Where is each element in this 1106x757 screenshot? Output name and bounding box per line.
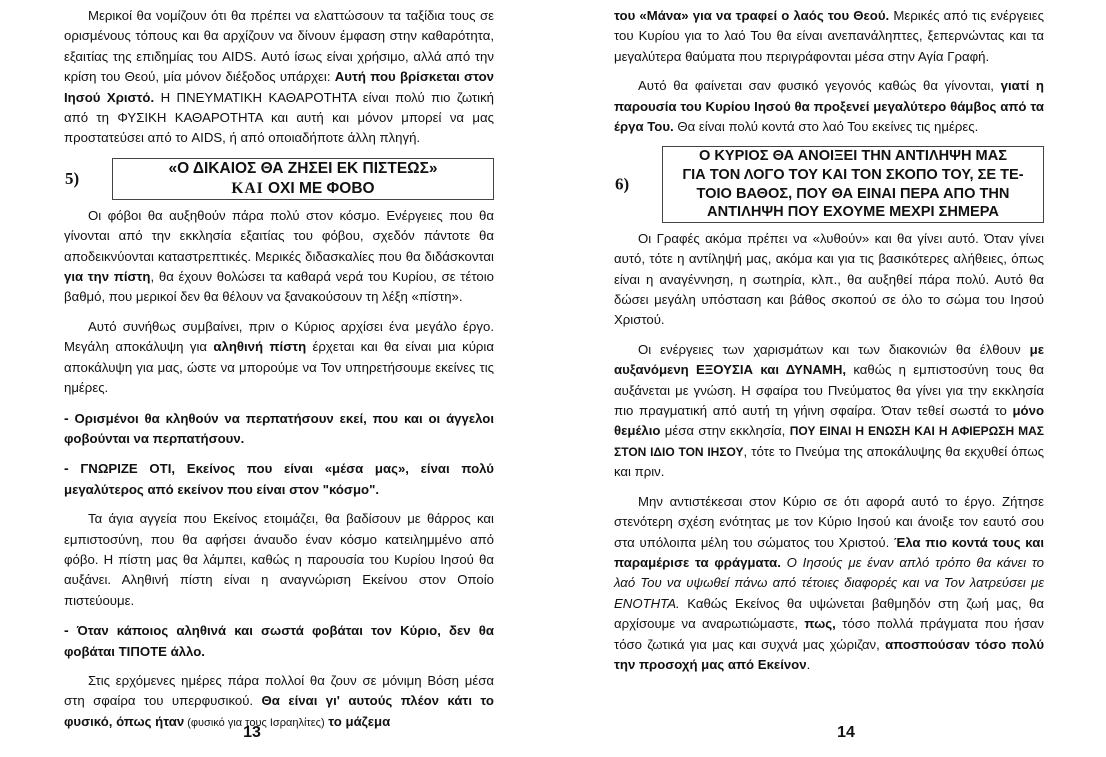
bold-phrase: αποσπούσαν τόσο πολύ την προσοχή μας από Εκείνον — [614, 636, 1044, 672]
right-page — [614, 6, 1044, 684]
page-number-left: 13 — [243, 724, 261, 741]
text-run: Αυτό θα φαίνεται σαν φυσικό γεγονός καθώς θα γίνονται, — [638, 78, 1001, 94]
text-run: καθώς η εμπιστοσύνη τους θα αυξάνεται με γνώση. Η σφαίρα του Πνεύματος θα γίνει για την εκκλησία πιο πραγματική από αυτή τη γήινη σφαίρα. Όταν τεθεί σωστά το — [614, 362, 1044, 419]
text-run: Μερικές από τις ενέργειες του Κυρίου για το λαό Του θα είναι ανεπανάληπτες, ξεπερνώντας και τα μεγαλύτερα θαύματα που περιγράφονται μέσα στην Αγία Γραφή. — [614, 8, 1044, 64]
heading-line: ΑΝΤΙΛΗΨΗ ΠΟΥ ΕΧΟΥΜΕ ΜΕΧΡΙ ΣΗΜΕΡΑ — [707, 204, 999, 221]
heading-line: ΓΙΑ ΤΟΝ ΛΟΓΟ ΤΟΥ ΚΑΙ ΤΟΝ ΣΚΟΠΟ ΤΟΥ, ΣΕ ΤΕ- — [682, 167, 1024, 184]
bold-phrase: με αυξανόμενη ΕΞΟΥΣΙΑ και ΔΥΝΑΜΗ, — [614, 341, 1044, 378]
text-run: Αυτό συνήθως συμβαίνει, πριν ο Κύριος αρχίσει ένα μεγάλο έργο. Μεγάλη αποκάλυψη για — [64, 318, 494, 355]
left-paragraph-3 — [64, 317, 494, 399]
text-run: , θα έχουν θολώσει τα καθαρά νερά του Κυρίου, σε τέτοιο βαθμό, που μερικοί δεν θα θέλουν να ξανακούσουν τη λέξη «πίστη». — [64, 269, 495, 305]
text-run: μέσα στην εκκλησία, — [660, 423, 790, 439]
italic-phrase: Ο Ιησούς με έναν απλό τρόπο θα κάνει το λαό Του να υψωθεί πάνω από τέτοιες διαφορές και να Τον λατρεύσει με ΕΝΟΤΗΤΑ. — [614, 554, 1044, 611]
dash-marker: - — [64, 460, 69, 477]
bold-phrase: Θα είναι γι' αυτούς πλέον κάτι το φυσικό, όπως ήταν — [64, 693, 494, 729]
text-run: τόσο πολλά πράγματα που ήσαν τόσο ζωτικά για μας και συχνά μας χώριζαν, — [614, 616, 1044, 652]
heading-line: ΤΟΙΟ ΒΑΘΟΣ, ΠΟΥ ΘΑ ΕΙΝΑΙ ΠΕΡΑ ΑΠΟ ΤΗΝ — [696, 185, 1010, 202]
heading-text: ΟΧΙ ΜΕ ΦΟΒΟ — [263, 179, 375, 197]
bold-phrase: αληθινή πίστη — [213, 339, 307, 355]
text-run: Στις ερχόμενες ημέρες πάρα πολλοί θα ζουν σε μόνιμη Βόση μέσα στη σφαίρα του υπερφυσικού. — [64, 672, 494, 709]
bullet-3 — [64, 620, 494, 662]
dash-marker: - — [64, 409, 69, 426]
text-run: έρχεται και θα είναι μια κύρια αποκάλυψη για μας, ώστε να μπορούμε να Τον υπηρετήσουμε εκείνες τις ημέρες. — [64, 339, 494, 396]
bold-phrase: γιατί η παρουσία του Κυρίου Ιησού θα προξενεί μεγαλύτερο θάμβος από τα έργα Του. — [614, 78, 1044, 135]
text-run: Θα είναι πολύ κοντά στο λαό Του εκείνες τις ημέρες. — [673, 119, 979, 135]
bullet-2 — [64, 458, 494, 500]
text-run: . — [806, 656, 811, 672]
text-run: Καθώς Εκείνος θα υψώνεται βαθμηδόν στη ζωή μας, θα αρχίσουμε να αναρωτιώμαστε, — [614, 595, 1044, 632]
text-run: Η ΠΝΕΥΜΑΤΙΚΗ ΚΑΘΑΡΟΤΗΤΑ είναι πολύ πιο ζωτική από τη ΦΥΣΙΚΗ ΚΑΘΑΡΟΤΗΤΑ και αυτή και μόνον μπορεί να μας προστατεύσει από το AIDS, ή από οποιαδήποτε άλλη πληγή. — [64, 89, 494, 146]
left-paragraph-2 — [64, 206, 494, 308]
bold-phrase: του «Μάνα» για να τραφεί ο λαός του Θεού. — [614, 8, 890, 23]
heading-line: «Ο ΔΙΚΑΙΟΣ ΘΑ ΖΗΣΕΙ ΕΚ ΠΙΣΤΕΩΣ» — [168, 159, 438, 177]
section-number: 6) — [615, 174, 630, 194]
section-5-heading — [65, 158, 494, 200]
section-6-heading — [615, 146, 1044, 222]
right-paragraph-1 — [614, 76, 1044, 137]
text-run: Μην αντιστέκεσαι στον Κύριο σε ότι αφορά αυτό το έργο. Ζήτησε στενότερη σχέση ενότητας με τον Κύριο Ιησού και άνοιξε τον εαυτό σου στα υπόλοιπα μέλη του σώματος του Χριστού. — [614, 493, 1044, 550]
left-page — [64, 6, 494, 742]
bullet-text: Όταν κάποιος αληθινά και σωστά φοβάται τον Κύριο, δεν θα φοβάται ΤΙΠΟΤΕ άλλο. — [64, 623, 494, 659]
small-note: (φυσικό για τους Ισραηλίτες) — [184, 716, 325, 729]
text-run: Οι φόβοι θα αυξηθούν πάρα πολύ στον κόσμο. Ενέργειες που θα γίνονται από την εκκλησία εξαιτίας του φόβου, σχεδόν πάντοτε θα αποδεικνύονται καταστρεπτικές. Μερικές διδασκαλίες που θα διδάσκονται — [64, 207, 494, 264]
bold-phrase: για την πίστη — [64, 269, 151, 285]
heading-line: Ο ΚΥΡΙΟΣ ΘΑ ΑΝΟΙΞΕΙ ΤΗΝ ΑΝΤΙΛΗΨΗ ΜΑΣ — [698, 148, 1008, 165]
section-number: 5) — [65, 168, 80, 188]
right-paragraph-0 — [614, 6, 1044, 67]
bold-phrase: το μάζεμα — [324, 713, 391, 729]
bullet-1 — [64, 408, 494, 450]
bullet-text: Ορισμένοι θα κληθούν να περπατήσουν εκεί, που και οι άγγελοι φοβούνται να περπατήσουν. — [64, 410, 494, 446]
right-paragraph-2: Οι Γραφές ακόμα πρέπει να «λυθούν» και θα γίνει αυτό. Όταν γίνει αυτό, τότε η αντίληψή μας, ακόμα και για τις βασικότερες αλήθειες, όπως είναι η αναγέννηση, η σωτηρία, κλπ., θα αυξηθεί πάρα πολύ. Αυτό θα δώσει μεγάλη υπόσταση και βάθος σκοπού σε όλο το σώμα του Ιησού Χριστού. — [614, 230, 1044, 328]
text-run: , τότε το Πνεύμα της αποκάλυψης θα εκχυθεί όπως και πριν. — [614, 443, 1044, 480]
bold-phrase: πως, — [804, 616, 836, 632]
text-run: Μερικοί θα νομίζουν ότι θα πρέπει να ελαττώσουν τα ταξίδια τους σε ορισμένους τόπους και θα αρχίζουν να δίνουν έμφαση στην καθαρότητα, εξαιτίας της επιδημίας του AIDS. Αυτό ίσως είναι χρήσιμο, αλλά από την κρίση του Θεού, μία μόνον διέξοδος υπάρχει: — [64, 8, 494, 85]
bold-phrase: Έλα πιο κοντά τους και παραμέρισε τα φράγματα. — [614, 534, 1044, 570]
right-paragraph-3 — [614, 340, 1044, 483]
left-paragraph-1 — [64, 6, 494, 149]
bold-phrase: μόνο θεμέλιο — [614, 403, 1044, 439]
dash-marker: - — [64, 622, 69, 639]
heading-line — [115, 179, 491, 199]
heading-kai: ΚΑΙ — [231, 179, 264, 197]
bullet-text: ΓΝΩΡΙΖΕ ΟΤΙ, Εκείνος που είναι «μέσα μας», είναι πολύ μεγαλύτερος από εκείνον που είναι στον "κόσμο". — [64, 461, 494, 497]
text-run: Οι ενέργειες των χαρισμάτων και των διακονιών θα έλθουν — [638, 341, 1030, 357]
right-paragraph-4 — [614, 492, 1044, 676]
bold-caps-phrase: ΠΟΥ ΕΙΝΑΙ Η ΕΝΩΣΗ ΚΑΙ Η ΑΦΙΕΡΩΣΗ ΜΑΣ ΣΤΟΝ ΙΔΙΟ ΤΟΝ ΙΗΣΟΥ — [614, 424, 1044, 459]
bold-phrase: Αυτή που βρίσκεται στον Ιησού Χριστό. — [64, 69, 494, 105]
left-paragraph-4: Τα άγια αγγεία που Εκείνος ετοιμάζει, θα βαδίσουν με θάρρος και εμπιστοσύνη, που θα αφήσει άναυδο έναν κόσμο κατειλημμένο από φόβο. Η πίστη μας θα λάμπει, καθώς η παρουσία του Κυρίου Ιησού θα αυξάνει. Αληθινή πίστη είναι η αναγνώριση Εκείνου στον Οποίο πιστεύουμε. — [64, 511, 494, 608]
page-number-right: 14 — [837, 724, 855, 741]
